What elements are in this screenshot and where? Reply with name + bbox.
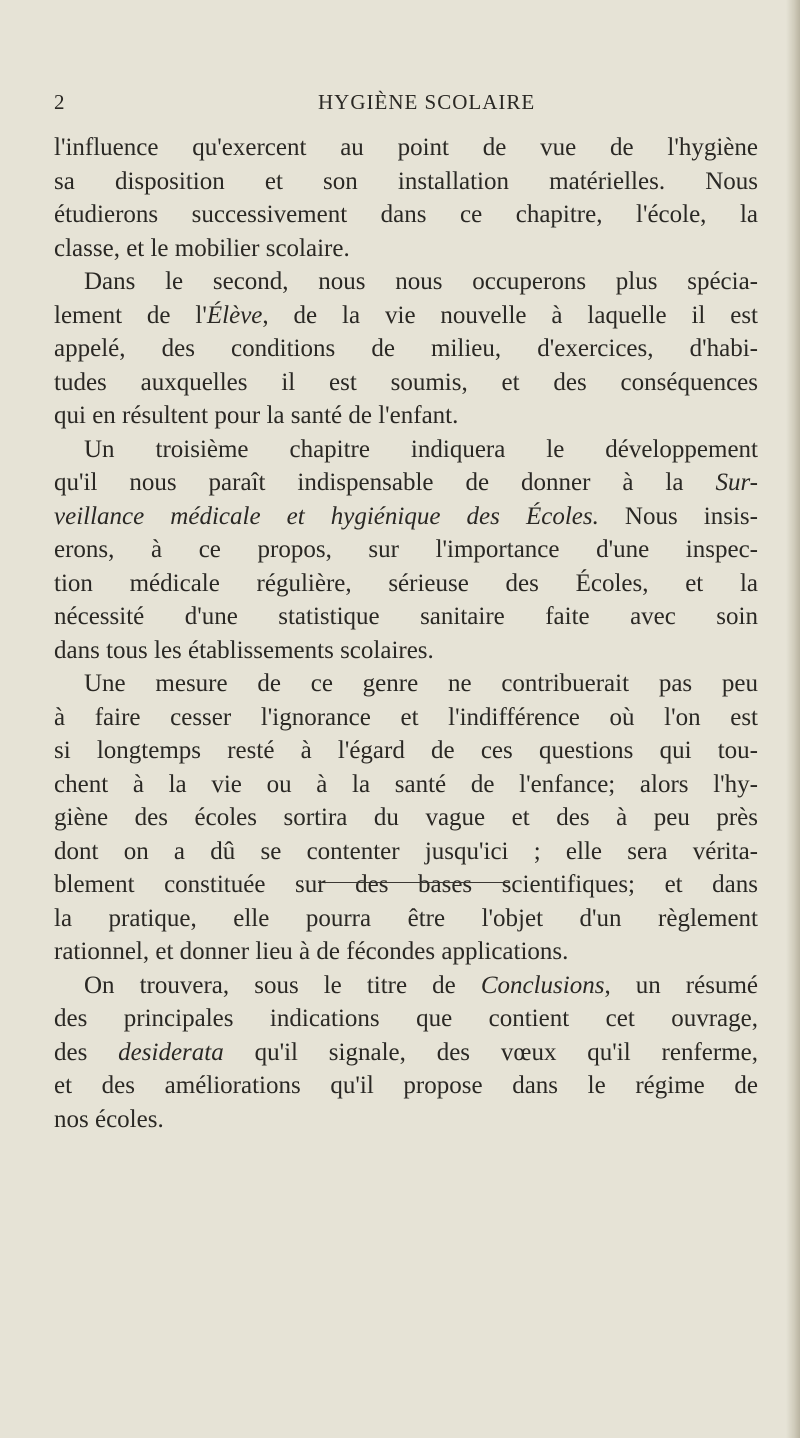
- text-line: [54, 902, 758, 936]
- line-text: giène des écoles sortira du vague et des à peu près: [54, 804, 758, 831]
- text-line: [54, 567, 758, 601]
- body-text: [54, 131, 758, 1136]
- text-line: [54, 232, 758, 266]
- text-line: [54, 366, 758, 400]
- line-text: tudes auxquelles il est soumis, et des conséquences: [54, 368, 758, 396]
- text-line: [54, 131, 758, 165]
- line-text-after: Nous insis-: [598, 502, 758, 530]
- line-text-before: qu'il nous paraît indispensable de donner à la: [54, 469, 716, 496]
- page-header: [0, 90, 800, 120]
- text-line: [54, 969, 758, 1003]
- closing-rule: [318, 882, 510, 883]
- text-line: [54, 433, 758, 467]
- line-text-before: des: [54, 1038, 119, 1066]
- page-edge-shadow: [786, 0, 800, 1438]
- line-text: sa disposition et son installation matérielles. Nous: [54, 167, 758, 195]
- line-text: étudierons successivement dans ce chapitre, l'école, la: [54, 201, 758, 228]
- line-text: la pratique, elle pourra être l'objet d'un règlement: [54, 904, 758, 932]
- text-line: [54, 1103, 758, 1137]
- line-text: tion médicale régulière, sérieuse des Écoles, et la: [54, 569, 758, 597]
- line-text: classe, et le mobilier scolaire.: [54, 234, 350, 262]
- italic-text: Conclusions: [480, 971, 605, 999]
- line-text: rationnel, et donner lieu à de fécondes applications.: [54, 938, 569, 965]
- line-text: Une mesure de ce genre ne contribuerait pas peu: [84, 670, 758, 697]
- text-line: [54, 1069, 758, 1103]
- line-text-after: qu'il signale, des vœux qu'il renferme,: [223, 1038, 758, 1066]
- text-line: [54, 533, 758, 567]
- text-line: [54, 835, 758, 869]
- text-line: [54, 1036, 758, 1070]
- text-line: [54, 500, 758, 534]
- text-line: [54, 768, 758, 802]
- text-line: [54, 165, 758, 199]
- text-line: [54, 667, 758, 701]
- text-line: [54, 935, 758, 969]
- line-text: chent à la vie ou à la santé de l'enfance; alors l'hy-: [54, 770, 758, 798]
- line-text: appelé, des conditions de milieu, d'exercices, d'habi-: [54, 335, 758, 362]
- line-text-after: , un résumé: [604, 971, 758, 999]
- line-text: nos écoles.: [54, 1105, 164, 1133]
- line-text: l'influence qu'exercent au point de vue de l'hygiène: [54, 134, 758, 161]
- line-text: des principales indications que contient cet ouvrage,: [54, 1005, 758, 1032]
- italic-text: veillance médicale et hygiénique des Écoles.: [54, 502, 599, 530]
- line-text: erons, à ce propos, sur l'importance d'une inspec-: [54, 536, 758, 563]
- text-line: [54, 332, 758, 366]
- text-line: [54, 600, 758, 634]
- line-text: et des améliorations qu'il propose dans le régime de: [54, 1072, 758, 1099]
- text-line: [54, 265, 758, 299]
- text-line: [54, 801, 758, 835]
- page-number: 2: [54, 90, 66, 114]
- line-text: dans tous les établissements scolaires.: [54, 636, 434, 664]
- text-line: [54, 1002, 758, 1036]
- line-text-before: lement de l': [54, 301, 207, 329]
- italic-text: desiderata: [118, 1038, 224, 1066]
- text-line: [54, 701, 758, 735]
- line-text: si longtemps resté à l'égard de ces questions qui tou-: [54, 737, 758, 764]
- line-text: blement constituée sur des bases scientifiques; et dans: [54, 871, 758, 898]
- text-line: [54, 399, 758, 433]
- line-text: dont on a dû se contenter jusqu'ici ; elle sera vérita-: [54, 837, 758, 865]
- text-line: [54, 466, 758, 500]
- text-line: [54, 734, 758, 768]
- text-line: [54, 198, 758, 232]
- line-text: à faire cesser l'ignorance et l'indifférence où l'on est: [54, 703, 758, 731]
- line-text: nécessité d'une statistique sanitaire faite avec soin: [54, 603, 758, 630]
- italic-text: Élève: [206, 301, 263, 329]
- running-head: HYGIÈNE SCOLAIRE: [318, 90, 536, 114]
- line-text-before: On trouvera, sous le titre de: [84, 971, 481, 999]
- line-text-after: , de la vie nouvelle à laquelle il est: [262, 301, 759, 329]
- italic-text: Sur-: [715, 469, 758, 496]
- text-line: [54, 299, 758, 333]
- text-line: [54, 634, 758, 668]
- line-text: qui en résultent pour la santé de l'enfant.: [54, 402, 459, 429]
- line-text: Dans le second, nous nous occuperons plus spécia-: [84, 268, 758, 295]
- line-text: Un troisième chapitre indiquera le développement: [84, 435, 758, 463]
- text-line: [54, 868, 758, 902]
